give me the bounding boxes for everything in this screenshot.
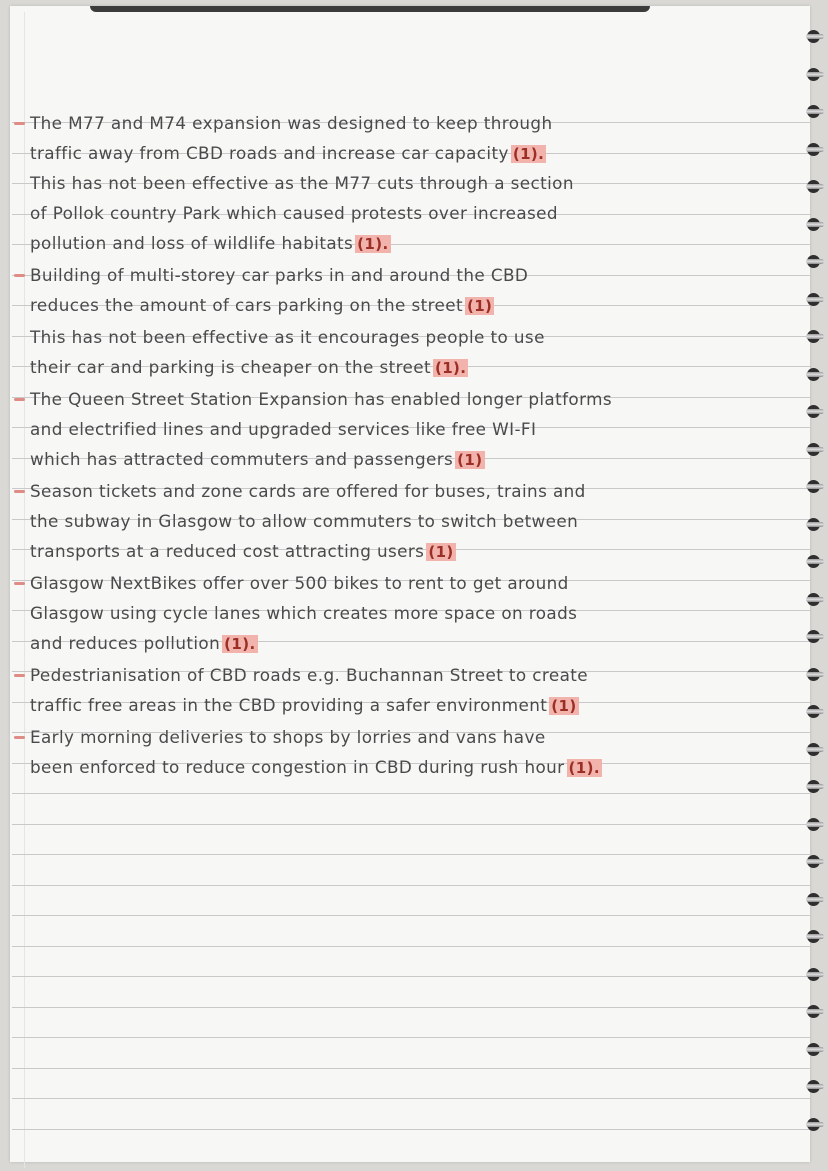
note-text: been enforced to reduce congestion in CBD during rush hour — [30, 757, 565, 777]
spiral-wire — [806, 747, 824, 752]
bullet-dash — [14, 674, 25, 677]
binding-ring — [802, 668, 824, 681]
spiral-wire — [806, 559, 824, 564]
bullet-dash — [14, 490, 25, 493]
spiral-wire — [806, 597, 824, 602]
bullet-dash — [14, 736, 25, 739]
ruled-line — [12, 1037, 810, 1038]
binding-ring — [802, 780, 824, 793]
ruled-line — [12, 793, 810, 794]
spiral-wire — [806, 822, 824, 827]
note-text: The M77 and M74 expansion was designed to keep through — [30, 113, 553, 133]
note-text: transports at a reduced cost attracting users — [30, 541, 425, 561]
binding-ring — [802, 368, 824, 381]
binding-ring — [802, 1043, 824, 1056]
binding-ring — [802, 293, 824, 306]
spiral-wire — [806, 259, 824, 264]
binding-ring — [802, 818, 824, 831]
note-line — [30, 228, 391, 258]
note-line — [30, 290, 494, 320]
note-text: Early morning deliveries to shops by lorries and vans have — [30, 727, 546, 747]
ruled-line — [12, 976, 810, 977]
binding-ring — [802, 105, 824, 118]
note-line — [30, 198, 558, 228]
note-line — [30, 476, 586, 506]
note-text: Season tickets and zone cards are offered for buses, trains and — [30, 481, 586, 501]
note-text: and reduces pollution — [30, 633, 221, 653]
binding-ring — [802, 893, 824, 906]
binding-ring — [802, 218, 824, 231]
binding-ring — [802, 405, 824, 418]
binding-ring — [802, 255, 824, 268]
note-text: the subway in Glasgow to allow commuters to switch between — [30, 511, 579, 531]
ruled-line — [12, 946, 810, 947]
ruled-line — [12, 1007, 810, 1008]
spiral-wire — [806, 1084, 824, 1089]
spiral-wire — [806, 72, 824, 77]
note-line — [30, 444, 485, 474]
spiral-wire — [806, 222, 824, 227]
mark-badge: (1). — [434, 359, 467, 377]
note-text: traffic away from CBD roads and increase car capacity — [30, 143, 509, 163]
note-line — [30, 690, 579, 720]
binding-ring — [802, 1005, 824, 1018]
page-margin-line — [24, 12, 25, 1168]
ruled-line — [12, 1098, 810, 1099]
note-text: pollution and loss of wildlife habitats — [30, 233, 354, 253]
spiral-wire — [806, 297, 824, 302]
ruled-line — [12, 824, 810, 825]
mark-badge: (1). — [224, 635, 256, 653]
spiral-wire — [806, 34, 824, 39]
binding-ring — [802, 443, 824, 456]
spiral-wire — [806, 484, 824, 489]
note-line — [30, 568, 569, 598]
binding-ring — [802, 1080, 824, 1093]
note-text: This has not been effective as it encourages people to use — [30, 327, 545, 347]
bullet-dash — [14, 274, 25, 277]
binding-ring — [802, 743, 824, 756]
note-line — [30, 168, 574, 198]
binding-ring — [802, 555, 824, 568]
binding-ring — [802, 855, 824, 868]
ruled-line — [12, 854, 810, 855]
binding-ring — [802, 143, 824, 156]
note-line — [30, 260, 528, 290]
spiral-wire — [806, 934, 824, 939]
binding-ring — [802, 930, 824, 943]
spiral-wire — [806, 972, 824, 977]
binding-ring — [802, 180, 824, 193]
note-text: traffic free areas in the CBD providing a safer environment — [30, 695, 548, 715]
spiral-wire — [806, 1122, 824, 1127]
bullet-dash — [14, 582, 25, 585]
binding-ring — [802, 330, 824, 343]
note-line — [30, 108, 553, 138]
note-text: The Queen Street Station Expansion has enabled longer platforms — [30, 389, 612, 409]
note-line — [30, 660, 588, 690]
spiral-wire — [806, 672, 824, 677]
spiral-wire — [806, 334, 824, 339]
spiral-wire — [806, 522, 824, 527]
binding-ring — [802, 968, 824, 981]
ruled-line — [12, 885, 810, 886]
spiral-wire — [806, 897, 824, 902]
binding-ring — [802, 630, 824, 643]
binding-ring — [802, 1118, 824, 1131]
bullet-dash — [14, 398, 25, 401]
ruled-line — [12, 1129, 810, 1130]
page-top-edge — [90, 6, 650, 12]
spiral-wire — [806, 109, 824, 114]
bullet-dash — [14, 122, 25, 125]
spiral-wire — [806, 1047, 824, 1052]
mark-badge: (1) — [466, 297, 493, 315]
note-text: Glasgow NextBikes offer over 500 bikes to rent to get around — [30, 573, 569, 593]
note-text: their car and parking is cheaper on the street — [30, 357, 431, 377]
note-line — [30, 722, 546, 752]
spiral-wire — [806, 709, 824, 714]
spiral-wire — [806, 859, 824, 864]
spiral-wire — [806, 784, 824, 789]
spiral-wire — [806, 409, 824, 414]
binding-ring — [802, 480, 824, 493]
mark-badge: (1). — [357, 235, 389, 253]
note-text: and electrified lines and upgraded services like free WI-FI — [30, 419, 537, 439]
mark-badge: (1) — [428, 543, 454, 561]
note-line — [30, 506, 578, 536]
note-text: which has attracted commuters and passengers — [30, 449, 454, 469]
ruled-line — [12, 1068, 810, 1069]
note-line — [30, 322, 545, 352]
binding-ring — [802, 68, 824, 81]
ruled-line — [12, 915, 810, 916]
note-line — [30, 414, 536, 444]
note-line — [30, 628, 258, 658]
note-line — [30, 598, 577, 628]
note-text: Building of multi-storey car parks in and around the CBD — [30, 265, 529, 285]
binding-ring — [802, 593, 824, 606]
note-line — [30, 384, 612, 414]
spiral-wire — [806, 147, 824, 152]
note-text: reduces the amount of cars parking on the street — [30, 295, 463, 315]
binding-ring — [802, 518, 824, 531]
spiral-wire — [806, 1009, 824, 1014]
note-text: This has not been effective as the M77 cuts through a section — [30, 173, 574, 193]
note-text: Pedestrianisation of CBD roads e.g. Buchannan Street to create — [30, 665, 588, 685]
binding-ring — [802, 705, 824, 718]
spiral-wire — [806, 184, 824, 189]
binding-ring — [802, 30, 824, 43]
mark-badge: (1) — [551, 697, 577, 715]
mark-badge: (1) — [457, 451, 483, 469]
spiral-wire — [806, 634, 824, 639]
note-line — [30, 536, 456, 566]
spiral-wire — [806, 372, 824, 377]
spiral-wire — [806, 447, 824, 452]
mark-badge: (1). — [568, 759, 600, 777]
note-text: Glasgow using cycle lanes which creates more space on roads — [30, 603, 578, 623]
mark-badge: (1). — [512, 145, 545, 163]
note-line — [30, 752, 602, 782]
note-line — [30, 352, 468, 382]
note-line — [30, 138, 546, 168]
note-text: of Pollok country Park which caused protests over increased — [30, 203, 558, 223]
